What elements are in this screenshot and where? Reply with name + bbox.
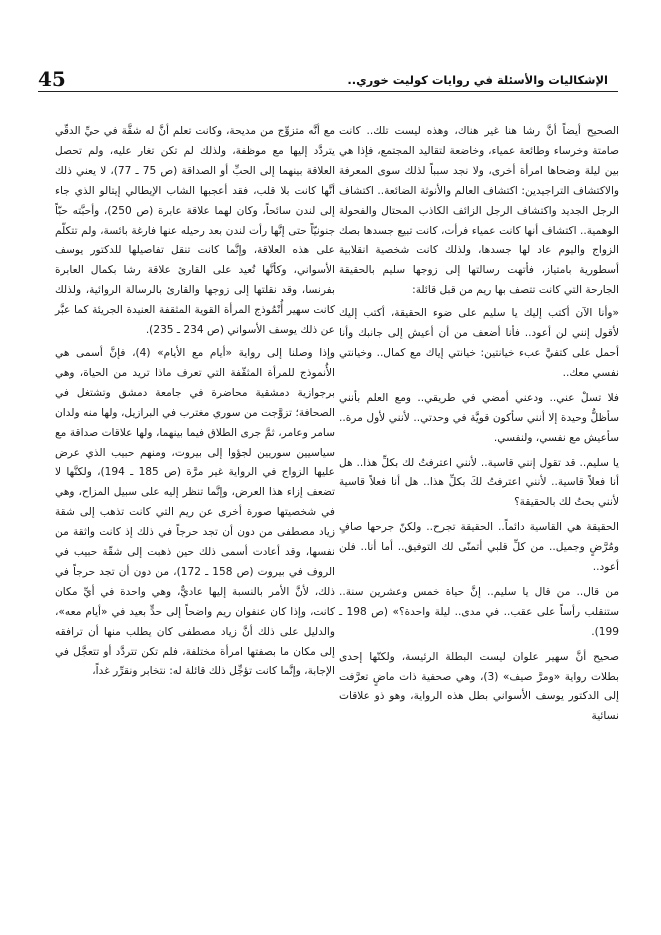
quote-paragraph: «وأنا الآن أكتب إليك يا سليم على ضوء الحقيقة، أكتب إليك لأقول إنني لن أعود.. فأنا أضعف من أن أعيش إلى جانبك وأنا أحمل على كتفيَّ عبء خيانتين: خيانتي إياك مع كمال.. وخيانتي نفسي معك..: [339, 307, 619, 379]
paragraph: الصحيح أيضاً أنَّ رشا هنا غير هناك، وهذه ليست تلك.. كانت صامتة وخرساء وطائعة عمياء، وخاضعة لتقاليد المجتمع، فإذا هي بين ليلة وضحاها امرأة أخرى، ولا نجد سبباً لذلك سوى المعرفة والاكتشاف التراجيدين: اكتشاف العالم والأنوثة الضائعة.. اكتشاف الرجل الجديد واكتشاف الرجل الزائف الكاذب المحتال والفحولة الوهمية.. اكتشاف أنها كانت عمياء فرأت، كانت تبيع جسدها بصك الزواج واليوم عاد لها جسدها، ولذلك كانت شخصية انقلابية أسطورية بامتياز، فأتهت رسالتها إلى زوجها سليم بالحقيقة الجارحة التي كانت تتصف بها ريم من قبل قائلة:: [339, 125, 619, 297]
page-number: 45: [38, 67, 66, 91]
right-column: [339, 122, 619, 730]
paragraph: وإذا وصلنا إلى رواية «أيام مع الأيام» (4)، فإنَّ أسمى هي الأُنموذج للمرأة المثقّفة التي تعرف ماذا تريد من الحياة، وهي برجوازية دمشقية محاضرة في جامعة دمشق وتشتغل في الصحافة؛ تزوَّجت من سوري مغترب في البرازيل، ولها منه ولدان سامر وعامر، ثمَّ جرى الطلاق فيما بينهما، ولها علاقات صداقة مع سياسيين سوريين لجؤوا إلى بيروت، ومنهم حبيب الذي عرض عليها الزواج في الرواية غير مرَّة (ص 185 ـ 194)، ولكنَّها لا تضعف إزاء هذا العرض، وإنَّما تنظر إليه على سبيل المزاح، وهي في شخصيتها صورة أخرى عن ريم التي كانت تذهب إلى شقة زياد مصطفى من دون أن تجد حرجاً في ذلك إذ كانت واثقة من نفسها، وقد أعادت أسمى ذلك حين ذهبت إلى شقّة حبيب في الروف في بيروت (ص 158 ـ 172)، من دون أن تجد حرجاً في ذلك، لأنَّ الأمر بالنسبة إليها عاديٌّ، وهي واحدة في أيِّ مكان كانت، وإذا كان عنفوان ريم واضحاً إلى حدٍّ بعيد في «أيام معه»، والدليل على ذلك أنَّ زياد مصطفى كان يطلب منها أن ترافقه إلى مكان ما بصفتها امرأة مختلفة، فلم تكن تتردَّد أو تتعجَّل في الإجابة، وإنَّما كانت تؤجِّل ذلك قائلة له: نتخابر ونقرِّر غداً،: [55, 346, 335, 678]
header-rule: [38, 91, 618, 92]
quote-paragraph: يا سليم.. قد تقول إنني قاسية.. لأنني اعترفتُ لك بكلِّ هذا.. هل أنا فعلاً قاسية.. لأنني اعترفتُ لكَ بكلِّ هذا.. هل أنا فعلاً قاسية لأنني بحتُ لك بالحقيقة؟: [339, 456, 619, 509]
paragraph: مع أنَّه متزوِّج من مديحة، وكانت تعلم أنَّ له شقَّة في حيِّ الدقّي يتردَّد إليها مع موظفة، ولذلك لم تكن تغار عليه، ولم تحصل العلاقة بينهما إلى الحبِّ أو الصداقة (ص 75 ـ 77)، لا يعني ذلك أنَّها كانت بلا قلب، فقد أعجبها الشاب الإيطالي إيتالو الذي جاء إلى لندن سائحاً، وكان لهما علاقة عابرة (ص 250)، وأحبَّته حبّاً جنونيّاً حتى إنَّها رأت لندن بعد رحيله عنها فارغة بائسة، ولم تتكلّم على هذه العلاقة، وإنَّما كانت تنقل تفاصيلها للدكتور يوسف الأسواني، وكأنَّها تُعيد على القارئ علاقة رشا بكمال العابرة بفرنسا، وقد نقلتها إلى زوجها والقارئ بالرسالة الروائية، ولذلك كانت سهير أُنْمُوذج المرأة القوية المثقفة العنيدة الجريئة كما عبَّر عن ذلك يوسف الأسواني (ص 234 ـ 235).: [55, 125, 336, 337]
quote-paragraph: فلا تسلْ عني.. ودعني أمضي في طريقي.. ومع العلم بأنني سأظلُّ وحيدة إلا أنني سأكون قويَّة في وحدتي.. لأنني لأول مرة.. سأعيش مع نفسي، ولنفسي.: [339, 391, 619, 444]
quote-paragraph: من قال.. من قال يا سليم.. إنَّ حياة خمس وعشرين سنة.. ستنقلب رأساً على عقب.. في مدى.. ليلة واحدة؟» (ص 198 ـ 199).: [339, 585, 619, 638]
left-column: [55, 122, 335, 685]
quote-paragraph: الحقيقة هي القاسية دائماً.. الحقيقة تجرح.. ولكنّ جرحها صافٍ ومُرَّضٍ وجميل.. من كلِّ قلبي أتمنّى لك التوفيق.. أما أنا.. فلن أعود..: [339, 521, 619, 574]
paragraph: صحيح أنَّ سهير علوان ليست البطلة الرئيسة، ولكنّها إحدى بطلات رواية «ومرَّ صيف» (3)، وهي صحفية ذات ماضٍ تعرَّفت إلى الدكتور يوسف الأسواني بطل هذه الرواية، وهو ذو علاقات نسائية: [339, 650, 619, 723]
running-title: الإشكاليات والأسئلة في روايات كوليت خوري..: [347, 73, 608, 87]
page-header: [38, 66, 618, 96]
